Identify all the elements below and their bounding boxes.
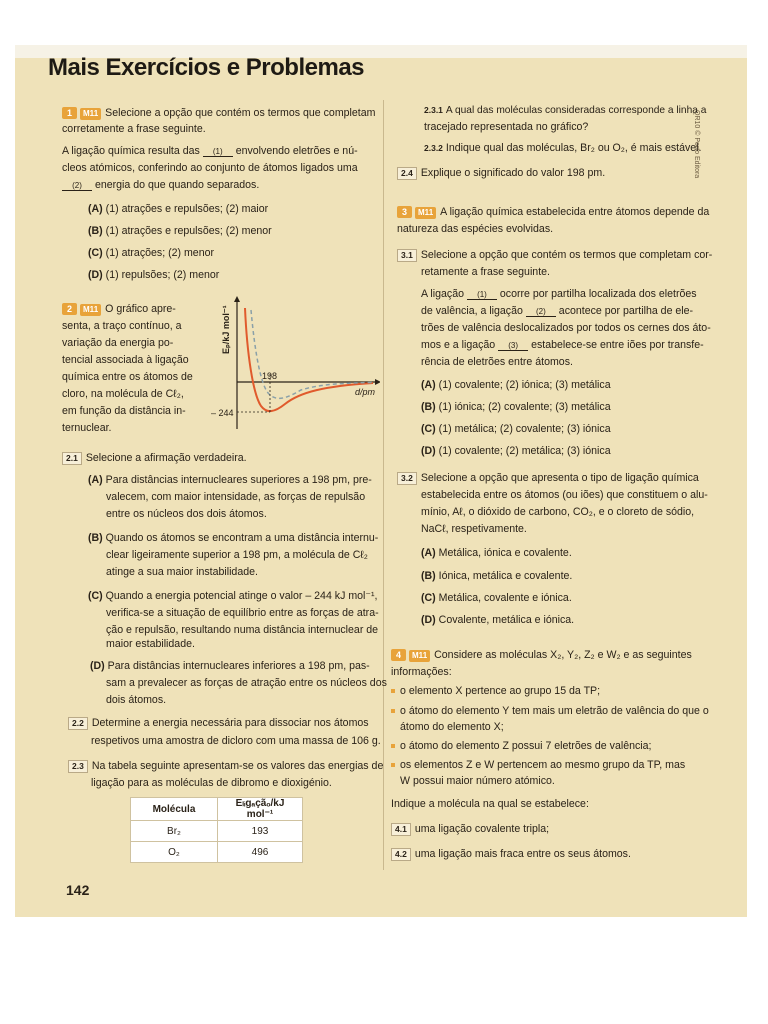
p42-number: 4.2	[391, 848, 411, 861]
q1-option-c[interactable]	[88, 246, 214, 260]
p32-text-1: Selecione a opção que apresenta o tipo de ligação química	[420, 472, 699, 484]
p32-line-4: NaCℓ, respetivamente.	[421, 523, 527, 535]
option-letter: (D)	[421, 614, 436, 626]
p22-line-1	[68, 716, 369, 730]
solid-curve-cl2	[245, 308, 373, 411]
table-row	[131, 821, 303, 842]
q4-line-2: informações:	[391, 666, 452, 678]
option-letter: (C)	[421, 592, 436, 604]
p21-option-b-line-2: clear ligeiramente superior a 198 pm, a molécula de Cℓ₂	[106, 549, 368, 561]
q4-line-1	[391, 648, 692, 662]
q1-s3: energia do que quando separados.	[94, 179, 260, 191]
q4-number: 4	[391, 649, 406, 661]
q4-bullet-2-cont: átomo do elemento X;	[400, 721, 504, 733]
y-tick-label: – 244	[211, 408, 234, 418]
p21-option-b[interactable]	[88, 531, 378, 545]
bullet-text: o elemento X pertence ao grupo 15 da TP;	[400, 685, 601, 697]
p32-option-b[interactable]	[421, 569, 572, 583]
p21-option-c-line-4: maior estabilidade.	[106, 638, 195, 650]
p41-number: 4.1	[391, 823, 411, 836]
side-credit: QR10 © Porto Editora	[693, 110, 700, 179]
q2-line-6: cloro, na molécula de Cℓ₂,	[62, 388, 184, 400]
p232-text: Indique qual das moléculas, Br₂ ou O₂, é mais estável.	[445, 142, 702, 154]
q4-tag: M11	[409, 650, 430, 662]
option-text: (1) covalente; (2) metálica; (3) iónica	[438, 445, 611, 457]
p31-line-1	[397, 248, 712, 262]
q2-line-3: variação da energia po-	[62, 337, 174, 349]
p231-line-2: tracejado representada no gráfico?	[424, 121, 589, 133]
p23-line-1	[68, 759, 383, 773]
p231-number: 2.3.1	[424, 105, 443, 115]
p31-f2b: acontece por partilha de ele-	[558, 305, 694, 317]
option-letter: (C)	[88, 247, 103, 259]
bullet-text: o átomo do elemento Z possui 7 eletrões de valência;	[400, 740, 652, 752]
p42-line	[391, 847, 631, 861]
p22-number: 2.2	[68, 717, 88, 730]
q2-tag: M11	[80, 304, 101, 316]
potential-energy-graph	[205, 294, 380, 434]
bond-energy-table	[130, 797, 303, 863]
p22-line-2: respetivos uma amostra de dicloro com uma massa de 106 g.	[91, 735, 381, 747]
p42-text: uma ligação mais fraca entre os seus átomos.	[414, 848, 631, 860]
q1-option-b[interactable]	[88, 224, 272, 238]
p32-number: 3.2	[397, 472, 417, 485]
q1-s1b: envolvendo eletrões e nú-	[235, 145, 358, 157]
q2-line-5: química entre os átomos de	[62, 371, 193, 383]
option-letter: (C)	[88, 590, 103, 602]
q4-bullet-4	[391, 758, 685, 772]
q2-line-7: em função da distância in-	[62, 405, 186, 417]
table-cell: Br₂	[131, 821, 218, 842]
p21-option-a-line-3: entre os núcleos dos dois átomos.	[106, 508, 267, 520]
p32-option-a[interactable]	[421, 546, 572, 560]
option-text: (1) atrações; (2) menor	[105, 247, 214, 259]
p31-sentence-4	[421, 338, 704, 352]
option-text: (1) repulsões; (2) menor	[105, 269, 220, 281]
q1-blank-1: (1)	[203, 147, 233, 157]
q1-blank-2: (2)	[62, 181, 92, 191]
p231-text-1: A qual das moléculas consideradas corresponde a linha a	[445, 105, 707, 116]
p22-text-1: Determine a energia necessária para dissociar nos átomos	[91, 717, 369, 729]
bullet-marker	[391, 744, 395, 748]
table-header-molecule: Molécula	[131, 798, 218, 821]
q2-line-8: ternuclear.	[62, 422, 112, 434]
p31-sentence-3: trões de valência deslocalizados por todos os cernes dos áto-	[421, 322, 711, 334]
q2-number: 2	[62, 303, 77, 315]
column-divider	[383, 100, 384, 870]
q1-option-d[interactable]	[88, 268, 219, 282]
p31-sentence-2	[421, 304, 693, 318]
option-letter: (D)	[88, 269, 103, 281]
p31-option-c[interactable]	[421, 422, 611, 436]
p232-number: 2.3.2	[424, 143, 443, 153]
table-header-energy: Eₗᵢgₐçãₒ/kJ mol⁻¹	[218, 798, 303, 821]
p32-line-3: mínio, Aℓ, o dióxido de carbono, CO₂, e o cloreto de sódio,	[421, 506, 695, 518]
p21-option-c-line-2: verifica-se a situação de equilíbrio entre as forças de atra-	[106, 607, 379, 619]
option-text: (1) iónica; (2) covalente; (3) metálica	[438, 401, 611, 413]
option-text: Quando os átomos se encontram a uma distância internu-	[105, 532, 379, 544]
q3-line-1	[397, 205, 709, 219]
option-text: Metálica, iónica e covalente.	[438, 547, 572, 559]
option-letter: (B)	[421, 401, 436, 413]
option-text: Para distâncias internucleares inferiores a 198 pm, pas-	[107, 660, 370, 672]
p31-sentence-5: rência de eletrões entre átomos.	[421, 356, 573, 368]
bullet-text: os elementos Z e W pertencem ao mesmo grupo da TP, mas	[400, 759, 686, 771]
q3-tag: M11	[415, 207, 436, 219]
p21-number: 2.1	[62, 452, 82, 465]
table-row	[131, 842, 303, 863]
p31-sentence-1	[421, 287, 697, 301]
p21-option-c-line-3: ção e repulsão, resultando numa distância internuclear de	[106, 624, 379, 636]
p31-blank-1: (1)	[467, 290, 497, 300]
p31-option-b[interactable]	[421, 400, 611, 414]
q4-prompt: Indique a molécula na qual se estabelece:	[391, 798, 589, 810]
q1-sentence-line-1	[62, 144, 358, 158]
q4-text-1: Considere as moléculas X₂, Y₂, Z₂ e W₂ e as seguintes	[434, 649, 692, 661]
p31-f4b: estabelece-se entre iões por transfe-	[531, 339, 704, 351]
table-header-row	[131, 798, 303, 821]
p41-line	[391, 822, 549, 836]
p232-line	[424, 141, 701, 155]
p21-option-d-line-3: dois átomos.	[106, 694, 167, 706]
option-text: Metálica, covalente e iónica.	[438, 592, 572, 604]
q2-line-1	[62, 302, 176, 316]
q1-stem-text-1: Selecione a opção que contém os termos que completam	[105, 107, 376, 119]
x-axis-label: d/pm	[355, 387, 376, 397]
option-text: Quando a energia potencial atinge o valor – 244 kJ mol⁻¹,	[105, 590, 378, 602]
p31-text-1: Selecione a opção que contém os termos que completam cor-	[420, 249, 713, 261]
p21-option-d[interactable]	[90, 659, 370, 673]
p31-f4a: mos e a ligação	[421, 339, 496, 351]
p23-line-2: ligação para as moléculas de dibromo e dioxigénio.	[91, 777, 332, 789]
q1-number: 1	[62, 107, 77, 119]
p21-heading	[62, 451, 247, 465]
bullet-marker	[391, 763, 395, 767]
q3-text-1: A ligação química estabelecida entre átomos depende da	[440, 206, 710, 218]
option-letter: (D)	[421, 445, 436, 457]
q1-option-a[interactable]	[88, 202, 268, 216]
table-cell: O₂	[131, 842, 218, 863]
option-letter: (B)	[421, 570, 436, 582]
p21-option-a[interactable]	[88, 473, 372, 487]
q3-number: 3	[397, 206, 412, 218]
p23-text-1: Na tabela seguinte apresentam-se os valores das energias de	[91, 760, 384, 772]
p41-text: uma ligação covalente tripla;	[414, 823, 550, 835]
p21-text: Selecione a afirmação verdadeira.	[85, 452, 247, 464]
table-cell: 496	[218, 842, 303, 863]
option-text: Para distâncias internucleares superiores a 198 pm, pre-	[105, 474, 372, 486]
bullet-text: o átomo do elemento Y tem mais um eletrão de valência do que o	[400, 705, 709, 717]
bullet-marker	[391, 709, 395, 713]
p32-option-c[interactable]	[421, 591, 572, 605]
p31-line-2: retamente a frase seguinte.	[421, 266, 550, 278]
page-title: Mais Exercícios e Problemas	[48, 54, 365, 81]
option-text: (1) metálica; (2) covalente; (3) iónica	[438, 423, 611, 435]
q4-bullet-4-cont: W possui maior número atómico.	[400, 775, 555, 787]
q1-tag: M11	[80, 108, 101, 120]
p31-option-a[interactable]	[421, 378, 611, 392]
table-cell: 193	[218, 821, 303, 842]
p31-f1b: ocorre por partilha localizada dos eletrões	[499, 288, 697, 300]
p31-blank-2: (2)	[526, 307, 556, 317]
q1-sentence-line-3	[62, 178, 259, 192]
q1-stem-line-1	[62, 106, 375, 120]
p32-line-1	[397, 471, 699, 485]
option-letter: (A)	[88, 474, 103, 486]
p24-text: Explique o significado do valor 198 pm.	[420, 167, 606, 179]
p24-line	[397, 166, 605, 180]
p21-option-a-line-2: valecem, com maior intensidade, as forças de repulsão	[106, 491, 366, 503]
p31-number: 3.1	[397, 249, 417, 262]
option-letter: (B)	[88, 532, 103, 544]
option-letter: (A)	[88, 203, 103, 215]
q4-bullet-2	[391, 704, 709, 718]
option-letter: (B)	[88, 225, 103, 237]
q2-text-1: O gráfico apre-	[105, 303, 176, 315]
option-letter: (A)	[421, 547, 436, 559]
option-text: (1) atrações e repulsões; (2) menor	[105, 225, 272, 237]
p31-blank-3: (3)	[498, 341, 528, 351]
p21-option-c[interactable]	[88, 589, 377, 603]
y-axis-label: Eₚ/kJ mol⁻¹	[221, 305, 231, 354]
q2-line-2: senta, a traço contínuo, a	[62, 320, 182, 332]
p21-option-b-line-3: atinge a sua maior instabilidade.	[106, 566, 258, 578]
p31-option-d[interactable]	[421, 444, 611, 458]
p231-line-1	[424, 103, 706, 118]
option-letter: (C)	[421, 423, 436, 435]
y-axis-arrow	[234, 296, 240, 302]
page-number: 142	[66, 882, 90, 898]
q4-bullet-3	[391, 739, 651, 753]
q4-bullet-1	[391, 684, 600, 698]
option-text: Iónica, metálica e covalente.	[438, 570, 573, 582]
q1-sentence-line-2: cleos atómicos, conferindo ao conjunto de átomos ligados uma	[62, 162, 358, 174]
q3-line-2: natureza das espécies evolvidas.	[397, 223, 554, 235]
p31-f2a: de valência, a ligação	[421, 305, 523, 317]
x-tick-label: 198	[262, 371, 278, 381]
p24-number: 2.4	[397, 167, 417, 180]
option-text: (1) atrações e repulsões; (2) maior	[105, 203, 269, 215]
q1-stem-line-2: corretamente a frase seguinte.	[62, 123, 206, 135]
p31-f1a: A ligação	[421, 288, 464, 300]
bullet-marker	[391, 689, 395, 693]
q1-s1a: A ligação química resulta das	[62, 145, 200, 157]
q2-line-4: tencial associada à ligação	[62, 354, 189, 366]
option-letter: (D)	[90, 660, 105, 672]
p32-line-2: estabelecida entre os átomos (ou iões) que constituem o alu-	[421, 489, 708, 501]
p32-option-d[interactable]	[421, 613, 574, 627]
option-text: Covalente, metálica e iónica.	[438, 614, 575, 626]
x-axis-arrow	[375, 379, 380, 385]
option-text: (1) covalente; (2) iónica; (3) metálica	[438, 379, 611, 391]
p23-number: 2.3	[68, 760, 88, 773]
option-letter: (A)	[421, 379, 436, 391]
p21-option-d-line-2: sam a prevalecer as forças de atração entre os núcleos dos	[106, 677, 387, 689]
